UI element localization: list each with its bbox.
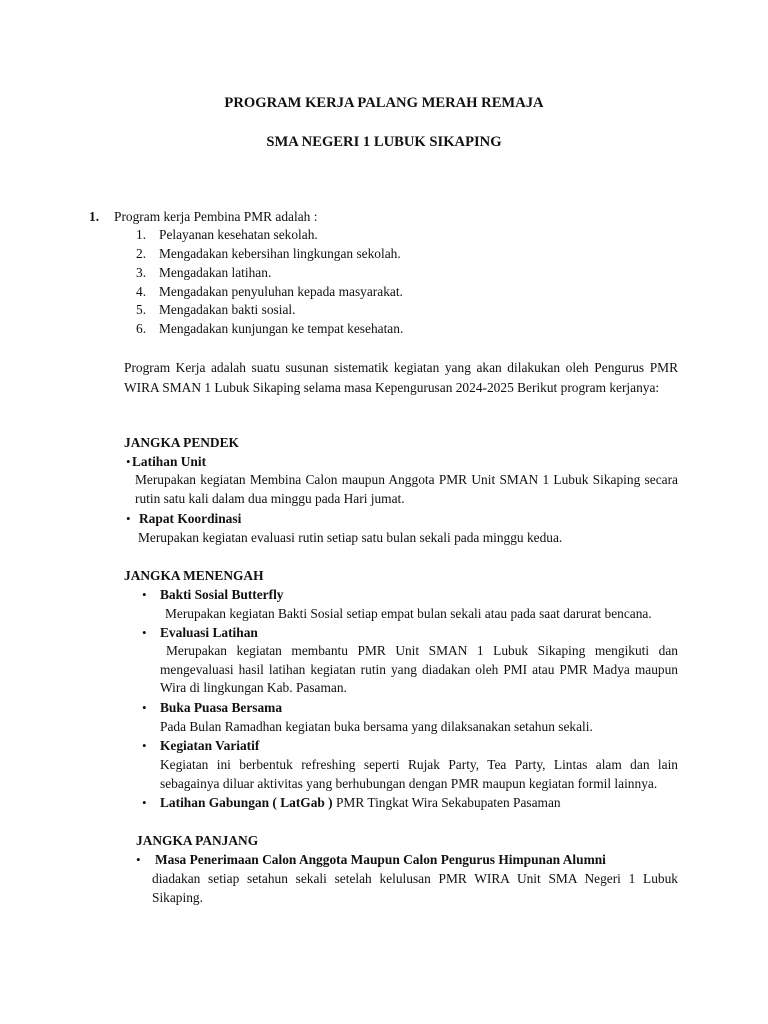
list-item-number: 1. — [136, 227, 147, 242]
item-description: PMR Tingkat Wira Sekabupaten Pasaman — [332, 795, 561, 810]
item-description: Merupakan kegiatan Membina Calon maupun Anggota PMR Unit SMAN 1 Lubuk Sikaping secara rutin satu kali dalam dua minggu pada Hari jumat. — [135, 472, 678, 506]
item-description: Kegiatan ini berbentuk refreshing seperti Rujak Party, Tea Party, Lintas alam dan lain sebagainya diluar aktivitas yang berhubungan dengan PMR maupun kegiatan formil lainnya. — [160, 757, 678, 791]
list-item-number: 3. — [136, 265, 147, 280]
list-item-number: 5. — [136, 302, 147, 317]
list-item-number: 2. — [136, 246, 147, 261]
item-title: Evaluasi Latihan — [160, 625, 258, 640]
document-title: PROGRAM KERJA PALANG MERAH REMAJA — [224, 95, 544, 111]
item-title: Masa Penerimaan Calon Anggota Maupun Calon Pengurus Himpunan Alumni — [155, 852, 606, 867]
item-description: Merupakan kegiatan Bakti Sosial setiap empat bulan sekali atau pada saat darurat bencana. — [165, 606, 652, 621]
list-item: Mengadakan bakti sosial. — [159, 302, 296, 317]
section-heading-menengah: JANGKA MENENGAH — [124, 568, 264, 583]
item-description: Merupakan kegiatan membantu PMR Unit SMAN 1 Lubuk Sikaping mengikuti dan mengevaluasi hasil latihan kegiatan rutin yang diadakan oleh PMI atau PMR Madya maupun Wira di lingkungan Kab. Pasaman. — [160, 643, 678, 696]
bullet-icon: • — [126, 454, 131, 469]
list-item-number: 6. — [136, 321, 147, 336]
bullet-icon: • — [126, 511, 131, 526]
item-title: Rapat Koordinasi — [139, 511, 242, 526]
item-description: diadakan setiap setahun sekali setelah kelulusan PMR WIRA Unit SMA Negeri 1 Lubuk Sikaping. — [152, 871, 678, 905]
item-title: Latihan Gabungan ( LatGab ) — [160, 795, 333, 810]
list-item: Mengadakan kunjungan ke tempat kesehatan. — [159, 321, 404, 336]
bullet-icon: • — [142, 738, 147, 753]
section-heading-panjang: JANGKA PANJANG — [136, 833, 259, 848]
item-title: Buka Puasa Bersama — [160, 700, 283, 715]
bullet-icon: • — [142, 625, 147, 640]
list-item-number: 4. — [136, 284, 147, 299]
bullet-icon: • — [142, 795, 147, 810]
bullet-icon: • — [142, 587, 147, 602]
bullet-icon: • — [142, 700, 147, 715]
section-heading: Program kerja Pembina PMR adalah : — [114, 209, 318, 224]
section-heading-pendek: JANGKA PENDEK — [124, 435, 239, 450]
intro-paragraph: Program Kerja adalah suatu susunan sistematik kegiatan yang akan dilakukan oleh Pengurus PMR WIRA SMAN 1 Lubuk Sikaping selama masa Kepengurusan 2024-2025 Berikut program kerjanya: — [124, 360, 678, 395]
item-line — [160, 794, 561, 813]
item-title: Kegiatan Variatif — [160, 738, 260, 753]
list-item: Mengadakan kebersihan lingkungan sekolah. — [159, 246, 401, 261]
bullet-icon: • — [136, 852, 141, 867]
item-description: Pada Bulan Ramadhan kegiatan buka bersama yang dilaksanakan setahun sekali. — [160, 719, 593, 734]
list-item: Mengadakan latihan. — [159, 265, 272, 280]
document-subtitle: SMA NEGERI 1 LUBUK SIKAPING — [266, 134, 502, 150]
item-description: Merupakan kegiatan evaluasi rutin setiap satu bulan sekali pada minggu kedua. — [138, 530, 563, 545]
list-item: Mengadakan penyuluhan kepada masyarakat. — [159, 284, 403, 299]
section-number: 1. — [89, 209, 100, 224]
item-title: Latihan Unit — [132, 454, 207, 469]
list-item: Pelayanan kesehatan sekolah. — [159, 227, 318, 242]
item-title: Bakti Sosial Butterfly — [160, 587, 284, 602]
